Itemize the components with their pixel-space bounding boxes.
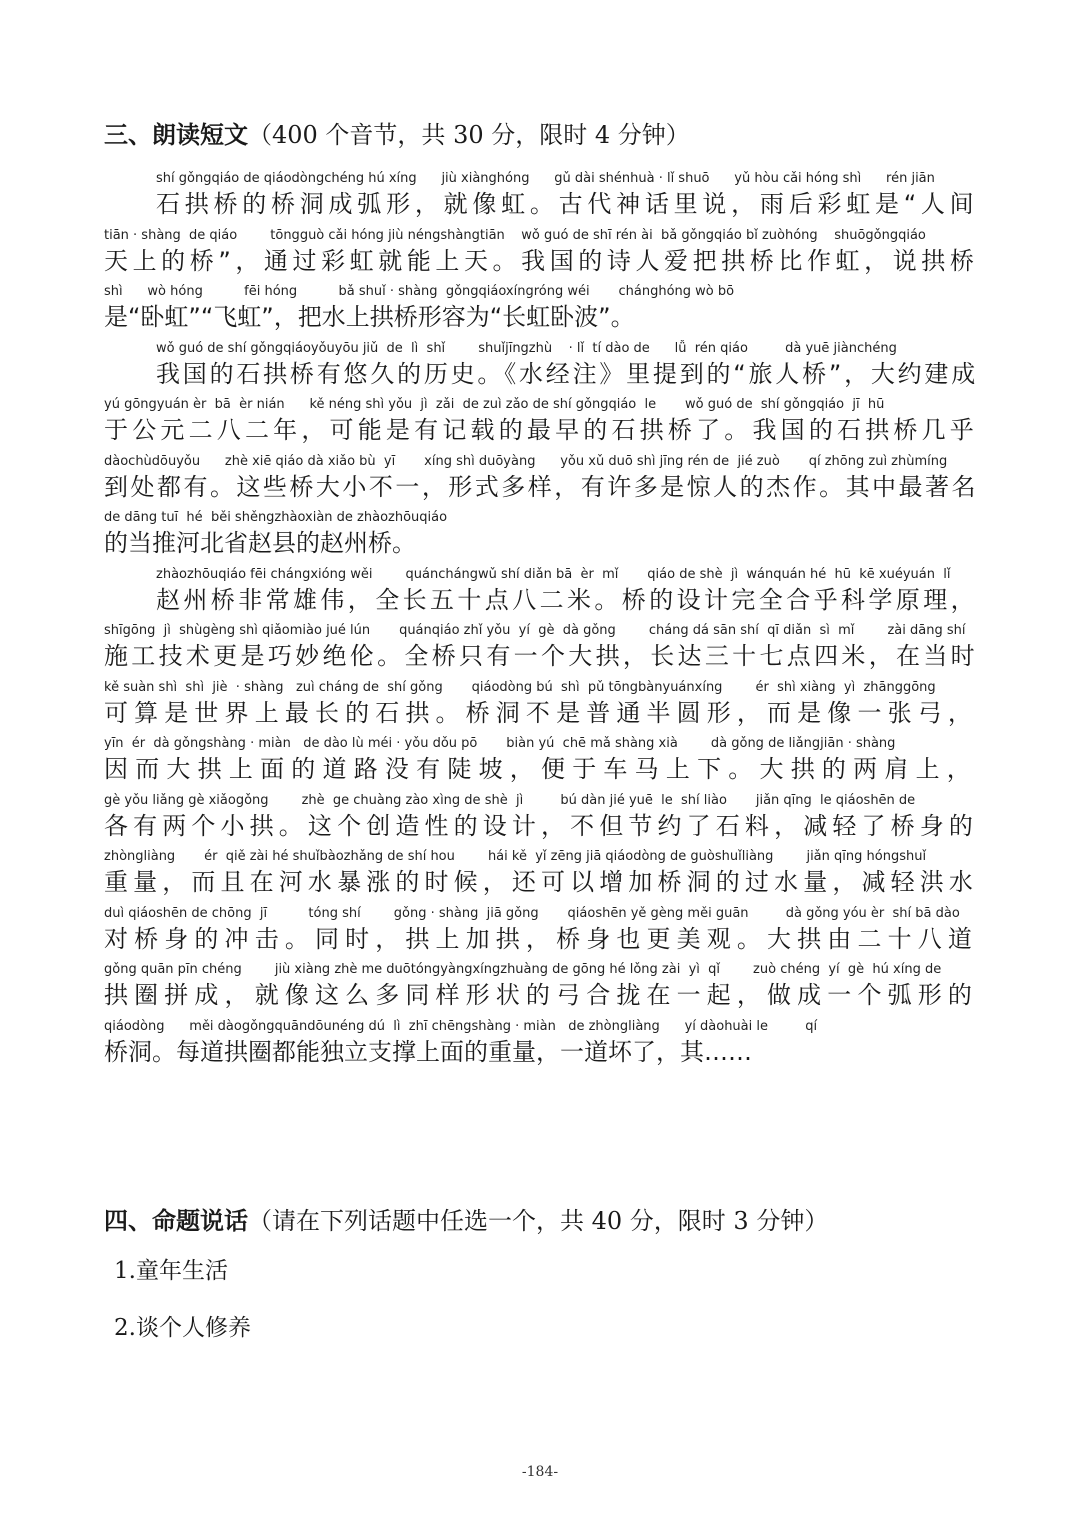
hanzi-line: 施工技术更是巧妙绝伦。全桥只有一个大拱，长达三十七点四米，在当时 [104,642,978,670]
pinyin-line: kě suàn shì shì jiè · shàng zuì cháng de shí gǒng qiáodòng bú shì pǔ tōngbànyuánxíng ér shì xiàng yì zhānggōng [104,680,936,695]
pinyin-line: tiān · shàng de qiáo tōngguò cǎi hóng jiù néngshàngtiān wǒ guó de shī rén ài bǎ gǒngqiáo bǐ zuòhóng shuōgǒngqiáo [104,228,926,243]
pinyin-line: gè yǒu liǎng gè xiǎogǒng zhè ge chuàng zào xìng de shè jì bú dàn jié yuē le shí liào jiǎn qīng le qiáoshēn de [104,793,916,808]
pinyin-line: de dāng tuī hé běi shěngzhàoxiàn de zhàozhōuqiáo [104,510,448,525]
pinyin-line: shīgōng jì shùgèng shì qiǎomiào jué lún quánqiáo zhǐ yǒu yí gè dà gǒng cháng dá sān shí qī diǎn sì mǐ zài dāng shí [104,623,966,638]
topic-item-1: 1.童年生活 [114,1258,228,1284]
hanzi-line: 是“卧虹”“飞虹”，把水上拱桥形容为“长虹卧波”。 [104,303,635,331]
hanzi-line: 石拱桥的桥洞成弧形，就像虹。古代神话里说，雨后彩虹是“人间 [156,190,978,218]
text-line [104,340,978,396]
pinyin-line: zhòngliàng ér qiě zài hé shuǐbàozhǎng de shí hou hái kě yǐ zēng jiā qiáodòng de guòshuǐliàng jiǎn qīng hóngshuǐ [104,849,927,864]
hanzi-line: 桥洞。每道拱圈都能独立支撑上面的重量，一道坏了，其…… [104,1038,752,1066]
text-line [104,170,978,226]
pinyin-line: yīn ér dà gǒngshàng · miàn de dào lù méi · yǒu dǒu pō biàn yú chē mǎ shàng xià dà gǒng de liǎngjiān · shàng [104,736,896,751]
text-line [104,848,978,904]
text-line [104,792,978,848]
section-4-note: （请在下列话题中任选一个，共 40 分，限时 3 分钟） [248,1207,829,1235]
text-line [104,905,978,961]
text-line [104,509,978,565]
section-3-heading: 三、朗读短文 [104,121,248,149]
pinyin-line: zhàozhōuqiáo fēi chángxióng wěi quánchángwǔ shí diǎn bā èr mǐ qiáo de shè jì wánquán hé hū kē xuéyuán lǐ [156,567,951,582]
hanzi-line: 重量，而且在河水暴涨的时候，还可以增加桥洞的过水量，减轻洪水 [104,868,978,896]
hanzi-line: 各有两个小拱。这个创造性的设计，不但节约了石料，减轻了桥身的 [104,812,978,840]
pinyin-line: wǒ guó de shí gǒngqiáoyǒuyōu jiǔ de lì shǐ shuǐjīngzhù · lǐ tí dào de lǚ rén qiáo dà yuē jiànchéng [156,341,897,356]
pinyin-line: shì wò hóng fēi hóng bǎ shuǐ · shàng gǒngqiáoxíngróng wéi chánghóng wò bō [104,284,735,299]
hanzi-line: 拱圈拼成，就像这么多同样形状的弓合拢在一起，做成一个弧形的 [104,981,978,1009]
pinyin-line: yú gōngyuán èr bā èr nián kě néng shì yǒu jì zǎi de zuì zǎo de shí gǒngqiáo le wǒ guó de shí gǒngqiáo jī hū [104,397,885,412]
pinyin-line: gǒng quān pīn chéng jiù xiàng zhè me duōtóngyàngxíngzhuàng de gōng hé lǒng zài yì qǐ zuò chéng yí gè hú xíng de [104,962,942,977]
text-line [104,283,978,339]
text-line [104,622,978,678]
page-number: -184- [521,1464,559,1480]
hanzi-line: 到处都有。这些桥大小不一，形式多样，有许多是惊人的杰作。其中最著名 [104,473,978,501]
text-line [104,227,978,283]
hanzi-line: 因而大拱上面的道路没有陡坡，便于车马上下。大拱的两肩上， [104,755,978,783]
hanzi-line: 可算是世界上最长的石拱。桥洞不是普通半圆形，而是像一张弓， [104,699,978,727]
text-line [104,735,978,791]
pinyin-line: qiáodòng měi dàogǒngquāndōunéng dú lì zhī chēngshàng · miàn de zhòngliàng yí dàohuài le qí [104,1019,818,1034]
hanzi-line: 我国的石拱桥有悠久的历史。《水经注》里提到的“旅人桥”，大约建成 [156,360,978,388]
section-4-heading: 四、命题说话 [104,1207,248,1235]
pinyin-line: shí gǒngqiáo de qiáodòngchéng hú xíng jiù xiànghóng gǔ dài shénhuà · lǐ shuō yǔ hòu cǎi hóng shì rén jiān [156,171,935,186]
text-line [104,961,978,1017]
text-line [104,566,978,622]
hanzi-line: 天上的桥”，通过彩虹就能上天。我国的诗人爱把拱桥比作虹，说拱桥 [104,247,978,275]
hanzi-line: 于公元二八二年，可能是有记载的最早的石拱桥了。我国的石拱桥几乎 [104,416,978,444]
text-line [104,396,978,452]
section-3-title [104,120,690,150]
section-4-title [104,1206,828,1236]
text-line [104,453,978,509]
text-line [104,679,978,735]
pinyin-line: dàochùdōuyǒu zhè xiē qiáo dà xiǎo bù yī xíng shì duōyàng yǒu xǔ duō shì jīng rén de jié zuò qí zhōng zuì zhùmíng [104,454,948,469]
hanzi-line: 对桥身的冲击。同时，拱上加拱，桥身也更美观。大拱由二十八道 [104,925,978,953]
section-3-note: （400 个音节，共 30 分，限时 4 分钟） [248,121,690,149]
hanzi-line: 赵州桥非常雄伟，全长五十点八二米。桥的设计完全合乎科学原理， [156,586,978,614]
topic-item-2: 2.谈个人修养 [114,1315,251,1341]
pinyin-line: duì qiáoshēn de chōng jī tóng shí gǒng · shàng jiā gǒng qiáoshēn yě gèng měi guān dà gǒng yóu èr shí bā dào [104,906,960,921]
text-line [104,1018,978,1074]
hanzi-line: 的当推河北省赵县的赵州桥。 [104,529,416,557]
